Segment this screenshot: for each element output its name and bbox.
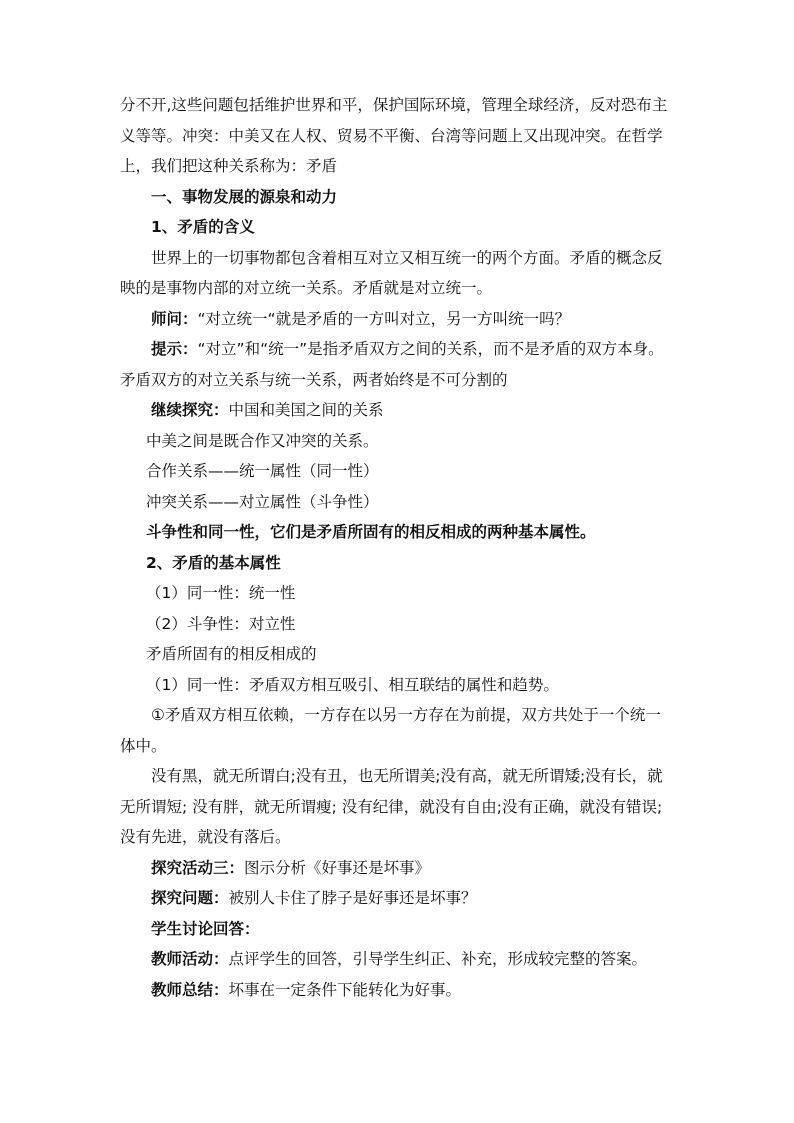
paragraph-text: “对立”和“统一”是指矛盾双方之间的关系，而不是矛盾的双方本身。矛盾双方的对立关系与统一关系，两者始终是不可分割的 [120,340,664,389]
paragraph-label: 学生讨论回答： [151,919,260,938]
paragraph-label: 继续探究： [151,401,229,419]
paragraph-interdependence [120,700,676,761]
list-item-struggle [120,609,676,640]
subheading-basic-attributes [120,548,676,579]
heading-text: 1、矛盾的含义 [151,218,255,236]
paragraph-label: 探究活动三： [151,858,245,877]
paragraph-label: 探究问题： [151,889,229,907]
document-body [120,90,676,1005]
paragraph-teacher-summary [120,975,676,1006]
paragraph-definition [120,243,676,304]
paragraph-text: 中国和美国之间的关系 [228,401,384,419]
paragraph-key-statement [120,517,676,548]
paragraph-teacher-question [120,304,676,335]
paragraph-text: 斗争性和同一性，它们是矛盾所固有的相反相成的两种基本属性。 [146,523,596,541]
paragraph-label: 教师总结： [151,980,229,999]
list-item-identity-definition [120,670,676,701]
paragraph-activity-three [120,853,676,884]
paragraph-text: 矛盾所固有的相反相成的 [146,645,317,663]
paragraph-label: 教师活动： [151,950,229,968]
paragraph-text: 坏事在一定条件下能转化为好事。 [228,980,462,999]
subheading-contradiction-meaning [120,212,676,243]
paragraph-continue-inquiry [120,395,676,426]
paragraph-text: 点评学生的回答，引导学生纠正、补充，形成较完整的答案。 [228,950,648,968]
paragraph-hint [120,334,676,395]
paragraph-cooperation [120,456,676,487]
paragraph-inquiry-question [120,883,676,914]
heading-text: 一、事物发展的源泉和动力 [151,187,338,206]
paragraph-conflict [120,487,676,518]
paragraph-text: （1）同一性：统一性 [146,584,296,602]
paragraph-label: 提示： [151,340,198,358]
paragraph-text: 冲突关系——对立属性（斗争性） [146,492,379,511]
paragraph-teacher-activity [120,944,676,975]
heading-text: 2、矛盾的基本属性 [146,553,281,572]
paragraph-text: 合作关系——统一属性（同一性） [146,462,379,480]
paragraph-label: 师问： [151,309,198,328]
paragraph-text: 图示分析《好事还是坏事》 [244,858,431,877]
paragraph-text: ①矛盾双方相互依赖，一方存在以另一方存在为前提，双方共处于一个统一体中。 [120,706,661,755]
paragraph-intro [120,90,676,182]
paragraph-text: 世界上的一切事物都包含着相互对立又相互统一的两个方面。矛盾的概念反映的是事物内部的对立统一关系。矛盾就是对立统一。 [120,248,663,297]
paragraph-student-discussion [120,914,676,945]
paragraph-text: 分不开,这些问题包括维护世界和平，保护国际环境，管理全球经济，反对恐布主义等等。冲突：中美又在人权、贸易不平衡、台湾等问题上又出现冲突。在哲学上，我们把这种关系称为：矛盾 [120,96,668,175]
paragraph-sino-us [120,426,676,457]
paragraph-examples [120,761,676,853]
paragraph-text: （1）同一性：矛盾双方相互吸引、相互联结的属性和趋势。 [146,675,559,694]
paragraph-text: “对立统一“就是矛盾的一方叫对立，另一方叫统一吗？ [197,309,571,328]
paragraph-text: （2）斗争性：对立性 [146,614,296,633]
section-heading-1 [120,182,676,213]
paragraph-inherent [120,639,676,670]
paragraph-text: 没有黑，就无所谓白;没有丑，也无所谓美;没有高，就无所谓矮;没有长，就无所谓短; 没有胖，就无所谓瘦; 没有纪律，就没有自由;没有正确，就没有错误;没有先进，就没有落后。 [120,767,663,846]
list-item-identity [120,578,676,609]
paragraph-text: 被别人卡住了脖子是好事还是坏事？ [228,889,477,907]
paragraph-text: 中美之间是既合作又冲突的关系。 [146,431,379,450]
